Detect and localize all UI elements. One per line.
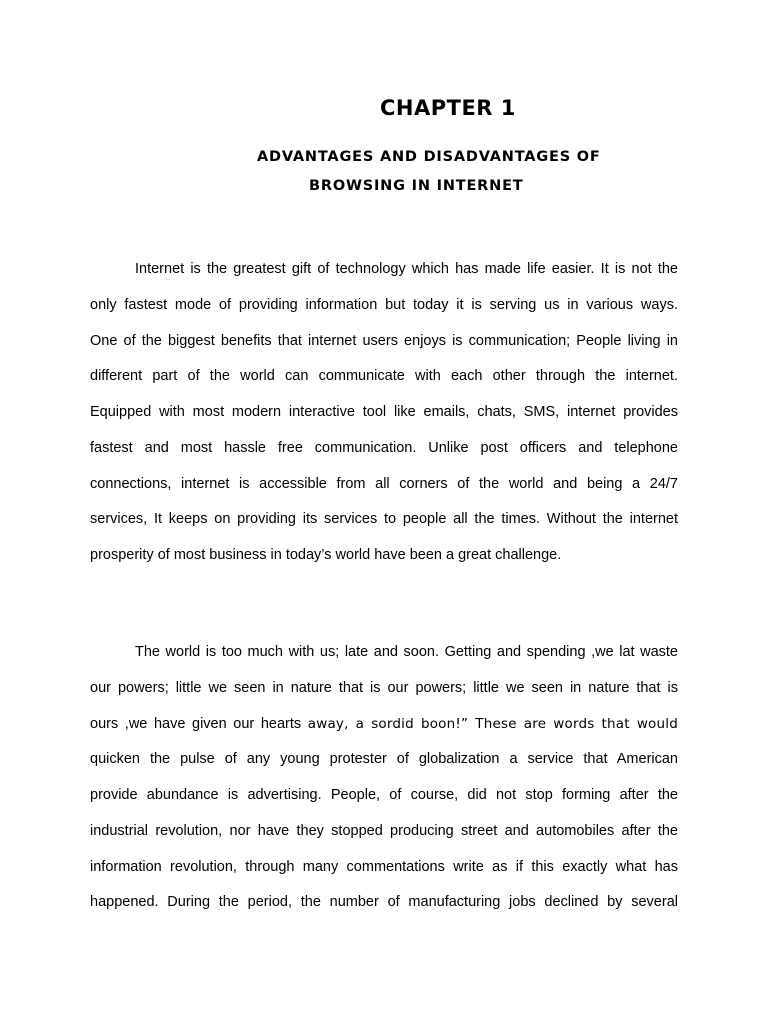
paragraph-1-line: services, It keeps on providing its services to people all the times. Without the internet <box>90 511 678 528</box>
paragraph-2-line <box>90 707 678 743</box>
paragraph-2-line: our powers; little we seen in nature that is our powers; little we seen in nature that is <box>90 679 678 696</box>
paragraph-2 <box>90 635 678 921</box>
paragraph-2-line: provide abundance is advertising. People, of course, did not stop forming after the <box>90 787 678 803</box>
paragraph-2-line: information revolution, through many commentations write as if this exactly what has <box>90 858 678 875</box>
chapter-heading-line-2: BROWSING IN INTERNET <box>309 178 524 194</box>
paragraph-1-line: One of the biggest benefits that internet users enjoys is communication; People living in <box>90 332 678 349</box>
paragraph-1-line: Equipped with most modern interactive tool like emails, chats, SMS, internet provides <box>90 404 678 420</box>
paragraph-1-line: connections, internet is accessible from all corners of the world and being a 24/7 <box>90 475 678 492</box>
chapter-heading-line-1: ADVANTAGES AND DISADVANTAGES OF <box>257 149 601 165</box>
paragraph-1-line: only fastest mode of providing information but today it is serving us in various ways. <box>90 296 678 313</box>
paragraph-1 <box>90 252 678 574</box>
paragraph-1-line: Internet is the greatest gift of technology which has made life easier. It is not the <box>135 261 678 277</box>
paragraph-2-line: quicken the pulse of any young protester of globalization a service that American <box>90 751 678 768</box>
paragraph-2-line: The world is too much with us; late and soon. Getting and spending ,we lat waste <box>135 644 678 660</box>
paragraph-1-line: different part of the world can communicate with each other through the internet. <box>90 368 678 385</box>
paragraph-2-line: happened. During the period, the number of manufacturing jobs declined by several <box>90 894 678 911</box>
paragraph-1-line: fastest and most hassle free communication. Unlike post officers and telephone <box>90 439 678 456</box>
paragraph-2-line-start: ours ,we have given our hearts <box>90 715 308 732</box>
paragraph-1-line: prosperity of most business in today’s world have been a great challenge. <box>90 547 562 563</box>
paragraph-2-line-end: away, a sordid boon!” These are words that would <box>307 715 678 732</box>
paragraph-2-line: industrial revolution, nor have they stopped producing street and automobiles after the <box>90 822 678 839</box>
chapter-title: CHAPTER 1 <box>380 96 516 120</box>
